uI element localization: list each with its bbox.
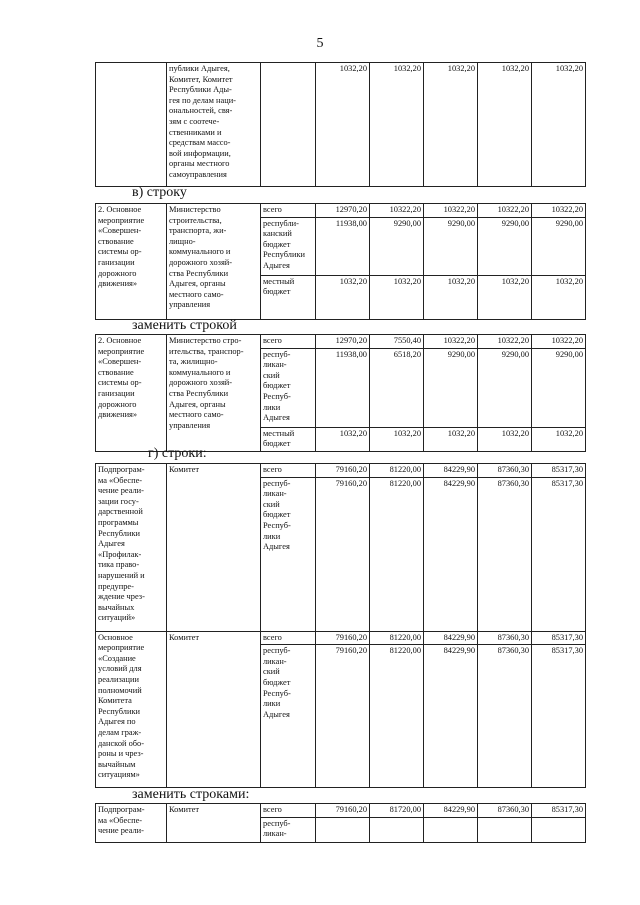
value-cell: 79160,20	[316, 631, 370, 645]
source-cell	[261, 63, 316, 187]
name-cell: Подпрограм- ма «Обеспе- чение реали-	[96, 804, 167, 843]
value-cell: 85317,30	[532, 464, 586, 478]
value-cell: 1032,20	[532, 63, 586, 187]
value-cell: 9290,00	[478, 217, 532, 275]
replacement-rows-table	[95, 803, 586, 843]
value-cell: 79160,20	[316, 477, 370, 631]
value-cell: 1032,20	[424, 427, 478, 451]
heading-g: г) строки:	[148, 446, 207, 461]
source-cell: респуб- ликан-	[261, 817, 316, 842]
source-cell: всего	[261, 464, 316, 478]
table-row	[96, 804, 586, 818]
value-cell: 1032,20	[316, 427, 370, 451]
value-cell: 9290,00	[532, 217, 586, 275]
name-cell: Подпрограм- ма «Обеспе- чение реали- зации госу- дарственной программы Республики Адыгея «Профилак- тика право- нарушений и предупре- ждение чрез- вычайных ситуаций»	[96, 464, 167, 632]
executor-cell: Комитет	[167, 631, 261, 788]
source-cell: всего	[261, 204, 316, 218]
value-cell: 81720,00	[370, 804, 424, 818]
value-cell: 1032,20	[424, 275, 478, 319]
name-cell: 2. Основное мероприятие «Совершен- ствование системы ор- ганизации дорожного движения»	[96, 204, 167, 320]
value-cell: 6518,20	[370, 348, 424, 427]
value-cell: 7550,40	[370, 335, 424, 349]
value-cell: 9290,00	[424, 217, 478, 275]
value-cell: 81220,00	[370, 464, 424, 478]
value-cell: 11938,00	[316, 348, 370, 427]
value-cell: 85317,30	[532, 477, 586, 631]
table-row	[96, 464, 586, 478]
value-cell: 87360,30	[478, 477, 532, 631]
value-cell: 12970,20	[316, 335, 370, 349]
value-cell: 10322,20	[478, 335, 532, 349]
value-cell: 1032,20	[424, 63, 478, 187]
page-number: 5	[316, 36, 324, 51]
value-cell: 10322,20	[424, 335, 478, 349]
v-table	[95, 203, 586, 320]
value-cell: 9290,00	[370, 217, 424, 275]
value-cell: 1032,20	[370, 63, 424, 187]
value-cell: 11938,00	[316, 217, 370, 275]
value-cell: 10322,20	[532, 335, 586, 349]
value-cell	[316, 817, 370, 842]
value-cell: 87360,30	[478, 631, 532, 645]
value-cell: 9290,00	[532, 348, 586, 427]
value-cell: 9290,00	[424, 348, 478, 427]
replacement-table	[95, 334, 586, 452]
source-cell: всего	[261, 804, 316, 818]
heading-replace-row: заменить строкой	[132, 318, 237, 333]
value-cell	[478, 817, 532, 842]
value-cell: 84229,90	[424, 645, 478, 788]
source-cell: респуб- ликан- ский бюджет Респуб- лики Адыгея	[261, 348, 316, 427]
value-cell: 84229,90	[424, 477, 478, 631]
value-cell: 87360,30	[478, 804, 532, 818]
continuation-table	[95, 62, 586, 187]
executor-cell: Министерство стро- ительства, транспор- та, жилищно- коммунального и дорожного хозяй- ства Республики Адыгея, органы местного само- управления	[167, 335, 261, 452]
value-cell: 1032,20	[478, 63, 532, 187]
executor-cell: Министерство строительства, транспорта, жи- лищно- коммунального и дорожного хозяй- ства Республики Адыгея, органы местного само- управления	[167, 204, 261, 320]
value-cell: 10322,20	[370, 204, 424, 218]
source-cell: респуб- ликан- ский бюджет Респуб- лики Адыгея	[261, 645, 316, 788]
value-cell: 81220,00	[370, 631, 424, 645]
name-cell	[96, 63, 167, 187]
value-cell: 85317,30	[532, 804, 586, 818]
value-cell: 81220,00	[370, 477, 424, 631]
value-cell: 87360,30	[478, 645, 532, 788]
value-cell: 10322,20	[478, 204, 532, 218]
source-cell: всего	[261, 335, 316, 349]
value-cell: 1032,20	[532, 427, 586, 451]
value-cell	[424, 817, 478, 842]
value-cell: 10322,20	[424, 204, 478, 218]
value-cell: 1032,20	[316, 63, 370, 187]
value-cell	[370, 817, 424, 842]
value-cell: 79160,20	[316, 804, 370, 818]
heading-v: в) строку	[132, 185, 187, 200]
table-row	[96, 335, 586, 349]
source-cell: всего	[261, 631, 316, 645]
value-cell: 1032,20	[478, 427, 532, 451]
value-cell: 1032,20	[532, 275, 586, 319]
value-cell: 79160,20	[316, 464, 370, 478]
table-row	[96, 63, 586, 187]
value-cell: 84229,90	[424, 464, 478, 478]
value-cell: 85317,30	[532, 631, 586, 645]
g-table	[95, 463, 586, 788]
executor-cell: Комитет	[167, 804, 261, 843]
value-cell: 84229,90	[424, 631, 478, 645]
value-cell: 1032,20	[316, 275, 370, 319]
value-cell: 1032,20	[478, 275, 532, 319]
value-cell	[532, 817, 586, 842]
name-cell: 2. Основное мероприятие «Совершен- ствование системы ор- ганизации дорожного движения»	[96, 335, 167, 452]
value-cell: 1032,20	[370, 275, 424, 319]
executor-cell: Комитет	[167, 464, 261, 632]
value-cell: 79160,20	[316, 645, 370, 788]
value-cell: 87360,30	[478, 464, 532, 478]
value-cell: 9290,00	[478, 348, 532, 427]
source-cell: республи- канский бюджет Республики Адыгея	[261, 217, 316, 275]
name-cell: Основное мероприятие «Создание условий для реализации полномочий Комитета Республики Адыгея по делам граж- данской обо- роны и чрез- вычайным ситуациям»	[96, 631, 167, 788]
value-cell: 10322,20	[532, 204, 586, 218]
value-cell: 85317,30	[532, 645, 586, 788]
table-row	[96, 204, 586, 218]
value-cell: 81220,00	[370, 645, 424, 788]
table-row	[96, 631, 586, 645]
source-cell: респуб- ликан- ский бюджет Респуб- лики Адыгея	[261, 477, 316, 631]
executor-cell: публики Адыгея, Комитет, Комитет Республики Ады- гея по делам наци- ональностей, свя- зям с соотече- ственниками и средствам массо- вой информации, органы местного самоуправления	[167, 63, 261, 187]
source-cell: местный бюджет	[261, 427, 316, 451]
value-cell: 84229,90	[424, 804, 478, 818]
value-cell: 12970,20	[316, 204, 370, 218]
value-cell: 1032,20	[370, 427, 424, 451]
source-cell: местный бюджет	[261, 275, 316, 319]
heading-replace-rows: заменить строками:	[132, 787, 250, 802]
